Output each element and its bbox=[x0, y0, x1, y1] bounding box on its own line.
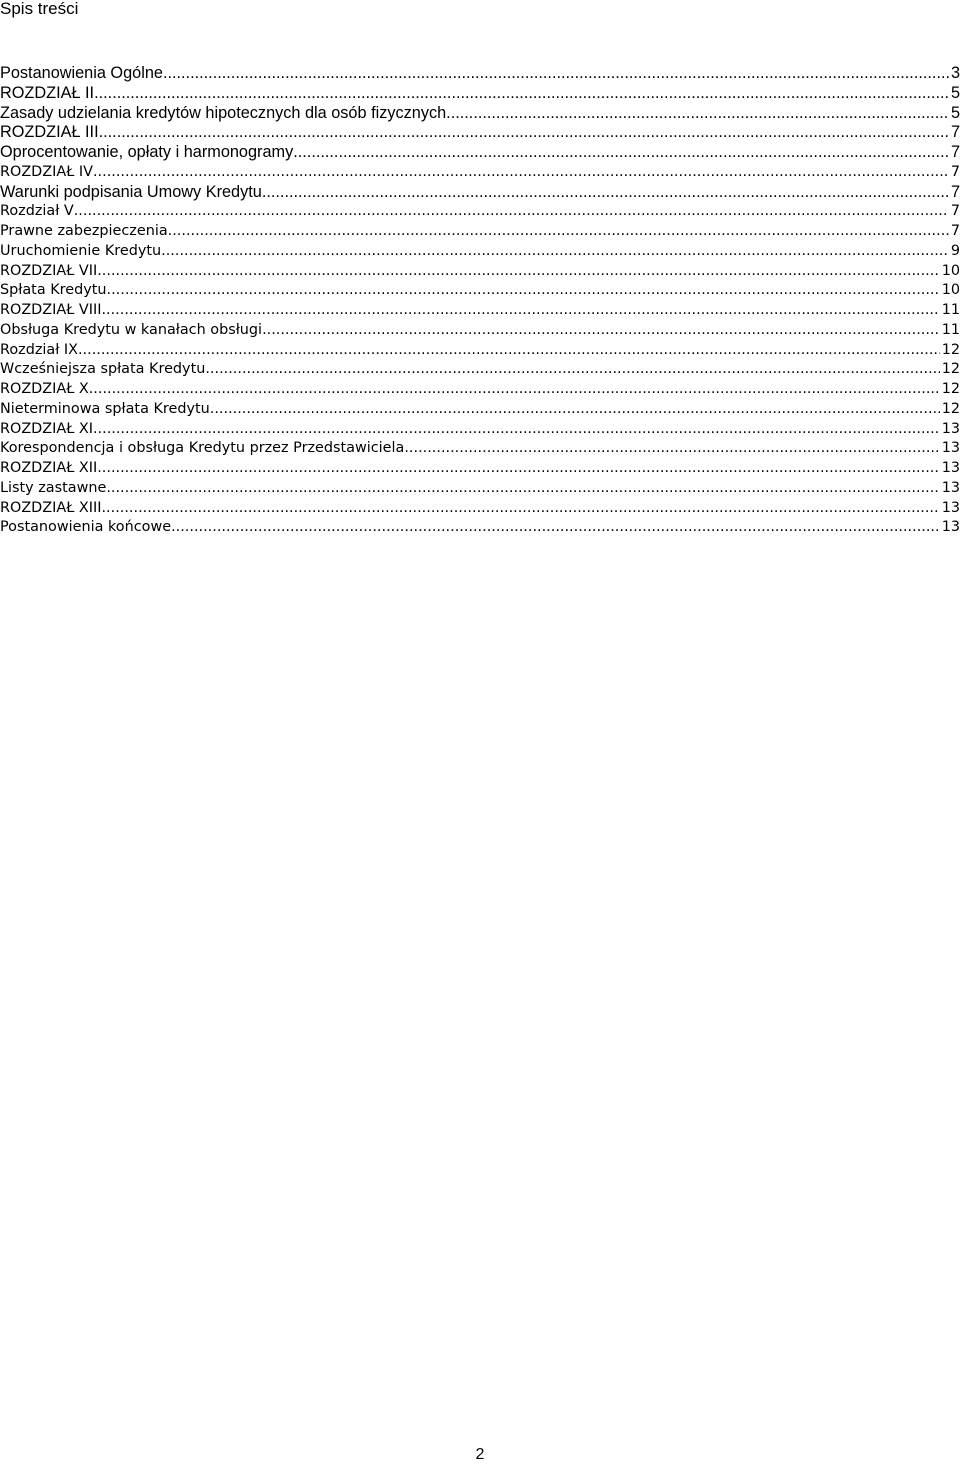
toc-entry-page: 3 bbox=[950, 64, 960, 82]
toc-entry-uruchomienie-kredytu[interactable] bbox=[0, 242, 960, 262]
toc-entry-page: 12 bbox=[941, 341, 960, 358]
toc-entry-title: ROZDZIAŁ IV bbox=[0, 163, 93, 180]
toc-dot-leader bbox=[101, 301, 939, 321]
toc-heading: Spis treści bbox=[0, 0, 79, 18]
toc-entry-title: ROZDZIAŁ XI bbox=[0, 420, 93, 437]
toc-entry-rozdzial-vii[interactable] bbox=[0, 262, 960, 282]
toc-dot-leader bbox=[205, 360, 939, 380]
toc-entry-page: 7 bbox=[950, 143, 960, 161]
toc-entry-title: Korespondencja i obsługa Kredytu przez Przedstawiciela bbox=[0, 440, 405, 457]
toc-dot-leader bbox=[93, 420, 940, 440]
toc-entry-rozdzial-xiii[interactable] bbox=[0, 499, 960, 519]
toc-entry-postanowienia-koncowe[interactable] bbox=[0, 518, 960, 538]
toc-entry-page: 12 bbox=[941, 400, 960, 417]
toc-entry-rozdzial-iii[interactable] bbox=[0, 123, 960, 143]
toc-entry-title: Oprocentowanie, opłaty i harmonogramy bbox=[0, 143, 294, 161]
toc-dot-leader bbox=[78, 341, 940, 361]
toc-entry-title: ROZDZIAŁ XII bbox=[0, 460, 98, 476]
toc-dot-leader bbox=[168, 222, 949, 242]
toc-entry-nieterminowa-splata[interactable] bbox=[0, 400, 960, 420]
toc-entry-rozdzial-v[interactable] bbox=[0, 202, 960, 222]
toc-entry-title: Rozdział IX bbox=[0, 341, 78, 358]
toc-entry-page: 11 bbox=[941, 302, 960, 318]
toc-dot-leader bbox=[163, 64, 949, 84]
toc-dot-leader bbox=[97, 459, 939, 479]
toc-entry-title: Prawne zabezpieczenia bbox=[0, 223, 168, 239]
toc-entry-title: Uruchomienie Kredytu bbox=[0, 242, 162, 259]
toc-entry-page: 9 bbox=[950, 242, 960, 259]
toc-entry-page: 12 bbox=[941, 381, 960, 397]
toc-entry-page: 13 bbox=[941, 499, 960, 516]
toc-dot-leader bbox=[262, 321, 940, 341]
toc-entry-postanowienia-ogolne[interactable] bbox=[0, 64, 960, 84]
toc-entry-rozdzial-xii[interactable] bbox=[0, 459, 960, 479]
toc-entry-title: Obsługa Kredytu w kanałach obsługi bbox=[0, 321, 263, 338]
toc-entry-zasady-udzielania[interactable] bbox=[0, 104, 960, 124]
toc-entry-title: Spłata Kredytu bbox=[0, 282, 107, 299]
toc-dot-leader bbox=[293, 143, 949, 163]
toc-dot-leader bbox=[210, 400, 940, 420]
toc-entry-page: 7 bbox=[950, 123, 960, 142]
toc-entry-title: ROZDZIAŁ III bbox=[0, 123, 99, 142]
toc-entry-page: 13 bbox=[941, 420, 960, 437]
toc-dot-leader bbox=[89, 380, 940, 400]
toc-entry-page: 7 bbox=[950, 203, 960, 220]
toc-entry-wczesniejsza-splata[interactable] bbox=[0, 360, 960, 380]
toc-entry-title: Postanowienia końcowe bbox=[0, 519, 172, 536]
toc-entry-listy-zastawne[interactable] bbox=[0, 479, 960, 499]
toc-entry-title: Listy zastawne bbox=[0, 479, 107, 496]
toc-entry-rozdzial-ix[interactable] bbox=[0, 341, 960, 361]
toc-entry-title: ROZDZIAŁ XIII bbox=[0, 499, 102, 516]
toc-entry-oprocentowanie[interactable] bbox=[0, 143, 960, 163]
toc-entry-title: ROZDZIAŁ VII bbox=[0, 262, 98, 279]
toc-entry-page: 13 bbox=[941, 479, 960, 496]
toc-entry-rozdzial-xi[interactable] bbox=[0, 420, 960, 440]
toc-dot-leader bbox=[107, 281, 940, 301]
toc-entry-obsluga-kredytu[interactable] bbox=[0, 321, 960, 341]
toc-dot-leader bbox=[404, 439, 939, 459]
toc-dot-leader bbox=[93, 163, 949, 183]
toc-entry-title: Zasady udzielania kredytów hipotecznych dla osób fizycznych bbox=[0, 103, 447, 122]
toc-dot-leader bbox=[97, 262, 939, 282]
toc-entry-page: 13 bbox=[941, 519, 960, 536]
toc-entry-warunki-podpisania[interactable] bbox=[0, 183, 960, 203]
toc-dot-leader bbox=[262, 183, 949, 203]
toc-entry-page: 7 bbox=[950, 182, 960, 201]
toc-entry-page: 12 bbox=[941, 361, 960, 378]
toc-dot-leader bbox=[74, 202, 949, 222]
toc-entry-page: 13 bbox=[941, 440, 960, 457]
toc-entry-page: 5 bbox=[950, 103, 960, 122]
toc-dot-leader bbox=[106, 479, 939, 499]
toc-entry-page: 13 bbox=[941, 460, 960, 476]
toc-entry-title: Rozdział V bbox=[0, 203, 74, 220]
toc-entry-title: ROZDZIAŁ X bbox=[0, 381, 89, 397]
toc-dot-leader bbox=[171, 518, 940, 538]
toc-dot-leader bbox=[99, 123, 949, 143]
page-number: 2 bbox=[475, 1446, 485, 1463]
toc-entry-page: 7 bbox=[950, 163, 960, 180]
toc-entry-rozdzial-x[interactable] bbox=[0, 380, 960, 400]
toc-entry-title: Warunki podpisania Umowy Kredytu bbox=[0, 182, 262, 201]
toc-entry-prawne-zabezpieczenia[interactable] bbox=[0, 222, 960, 242]
toc-entry-title: Nieterminowa spłata Kredytu bbox=[0, 400, 210, 417]
toc-entry-title: ROZDZIAŁ II bbox=[0, 83, 95, 102]
toc-entry-title: Postanowienia Ogólne bbox=[0, 64, 163, 82]
toc-entry-page: 7 bbox=[950, 223, 960, 239]
toc-entry-page: 5 bbox=[950, 83, 960, 102]
toc-entry-korespondencja[interactable] bbox=[0, 439, 960, 459]
toc-dot-leader bbox=[94, 84, 949, 104]
toc-entry-splata-kredytu[interactable] bbox=[0, 281, 960, 301]
toc-entry-page: 11 bbox=[941, 321, 960, 338]
toc-entry-rozdzial-viii[interactable] bbox=[0, 301, 960, 321]
toc-dot-leader bbox=[446, 104, 949, 124]
toc-entry-page: 10 bbox=[941, 262, 960, 279]
toc-dot-leader bbox=[161, 242, 949, 262]
toc-entry-rozdzial-iv[interactable] bbox=[0, 163, 960, 183]
toc-entry-title: ROZDZIAŁ VIII bbox=[0, 302, 102, 318]
toc-entry-rozdzial-ii[interactable] bbox=[0, 84, 960, 104]
toc-dot-leader bbox=[101, 499, 939, 519]
toc-entry-title: Wcześniejsza spłata Kredytu bbox=[0, 361, 206, 378]
table-of-contents bbox=[0, 64, 960, 538]
toc-entry-page: 10 bbox=[941, 282, 960, 299]
